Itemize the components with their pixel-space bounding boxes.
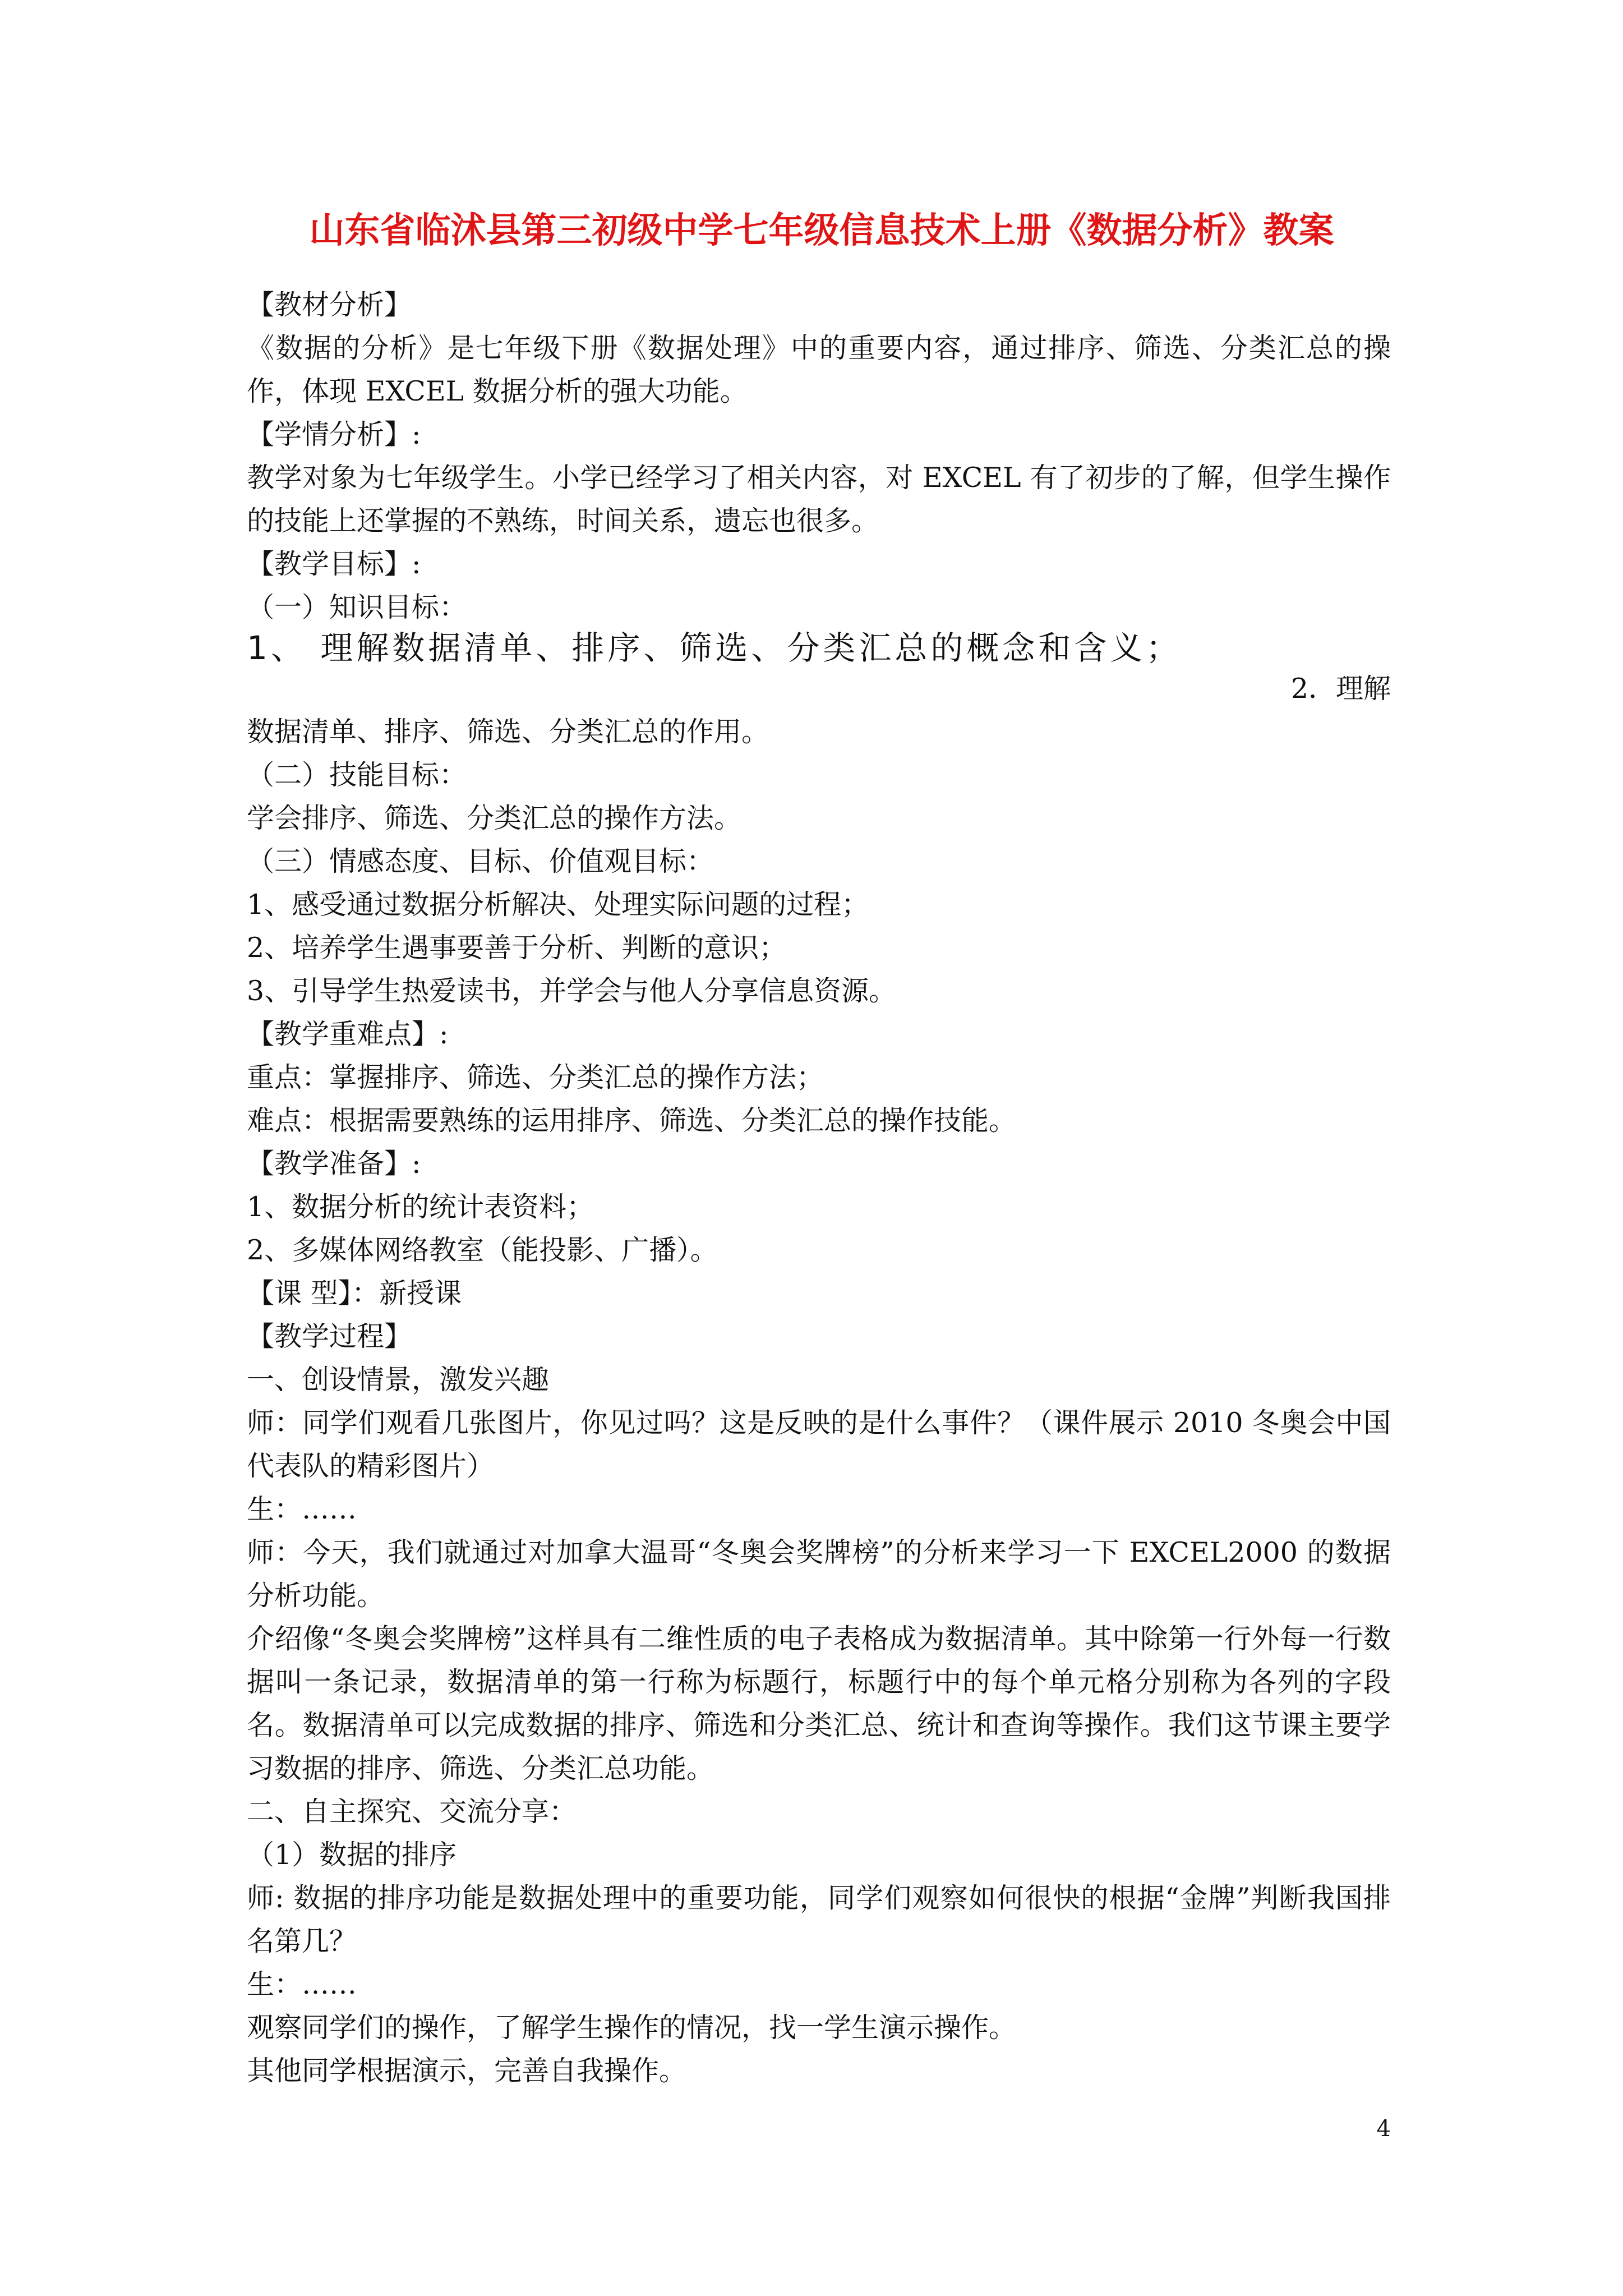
section-1-heading: 一、创设情景，激发兴趣 [247, 1364, 550, 1396]
paragraph-others: 其他同学根据演示，完善自我操作。 [247, 2055, 687, 2087]
paragraph-teacher-intro: 师：同学们观看几张图片，你见过吗？这是反映的是什么事件？（课件展示 2010 冬奥会中国代表队的精彩图片） [247, 1407, 1391, 1482]
paragraph-data-list-intro: 介绍像“冬奥会奖牌榜”这样具有二维性质的电子表格成为数据清单。其中除第一行外每一行数据叫一条记录，数据清单的第一行称为标题行，标题行中的每个单元格分别称为各列的字段名。数据清单可以完成数据的排序、筛选和分类汇总、统计和查询等操作。我们这节课主要学习数据的排序、筛选、分类汇总功能。 [247, 1623, 1391, 1784]
heading-preparation: 【教学准备】: [247, 1148, 421, 1180]
heading-learner-analysis: 【学情分析】: [247, 418, 421, 450]
knowledge-goal-1: 1、 理解数据清单、排序、筛选、分类汇总的概念和含义； [247, 629, 1182, 667]
page-number: 4 [1376, 2116, 1391, 2142]
student-response-1: 生：…… [247, 1493, 357, 1525]
document-title: 山东省临沭县第三初级中学七年级信息技术上册《数据分析》教案 [309, 209, 1334, 251]
preparation-2: 2、多媒体网络教室（能投影、广播）。 [247, 1234, 718, 1266]
heading-key-points: 【教学重难点】: [247, 1018, 449, 1050]
subheading-attitude-goals: （三）情感态度、目标、价值观目标： [247, 845, 714, 877]
heading-textbook-analysis: 【教材分析】 [247, 289, 412, 321]
attitude-goal-2: 2、培养学生遇事要善于分析、判断的意识； [247, 932, 787, 964]
document-body [247, 283, 1391, 2092]
paragraph-teacher-sorting: 师: 数据的排序功能是数据处理中的重要功能，同学们观察如何很快的根据“金牌”判断我国排名第几？ [247, 1882, 1391, 1957]
subsection-sorting: （1）数据的排序 [247, 1839, 457, 1871]
difficult-point: 难点：根据需要熟练的运用排序、筛选、分类汇总的操作技能。 [247, 1105, 1017, 1137]
attitude-goal-1: 1、感受通过数据分析解决、处理实际问题的过程； [247, 889, 869, 921]
heading-teaching-process: 【教学过程】 [247, 1320, 412, 1352]
key-point: 重点：掌握排序、筛选、分类汇总的操作方法； [247, 1061, 824, 1093]
subheading-knowledge-goals: （一）知识目标： [247, 591, 467, 623]
attitude-goal-3: 3、引导学生热爱读书，并学会与他人分享信息资源。 [247, 975, 897, 1007]
subheading-skill-goals: （二）技能目标： [247, 759, 467, 791]
preparation-1: 1、数据分析的统计表资料； [247, 1191, 594, 1223]
paragraph-observe: 观察同学们的操作，了解学生操作的情况，找一学生演示操作。 [247, 2012, 1017, 2044]
student-response-2: 生：…… [247, 1968, 357, 2000]
skill-goal: 学会排序、筛选、分类汇总的操作方法。 [247, 802, 742, 834]
paragraph-textbook-analysis: 《数据的分析》是七年级下册《数据处理》中的重要内容，通过排序、筛选、分类汇总的操作，体现 EXCEL 数据分析的强大功能。 [247, 332, 1391, 407]
section-2-heading: 二、自主探究、交流分享： [247, 1796, 577, 1828]
knowledge-goal-2-end: 数据清单、排序、筛选、分类汇总的作用。 [247, 716, 769, 748]
paragraph-teacher-today: 师：今天，我们就通过对加拿大温哥“冬奥会奖牌榜”的分析来学习一下 EXCEL2000 的数据分析功能。 [247, 1536, 1391, 1612]
heading-teaching-goals: 【教学目标】: [247, 548, 421, 580]
lesson-type: 【课 型】：新授课 [247, 1277, 462, 1309]
knowledge-goal-2-start: 2．理解 [1290, 673, 1391, 705]
paragraph-learner-analysis: 教学对象为七年级学生。小学已经学习了相关内容，对 EXCEL 有了初步的了解，但学生操作的技能上还掌握的不熟练，时间关系，遗忘也很多。 [247, 462, 1391, 537]
